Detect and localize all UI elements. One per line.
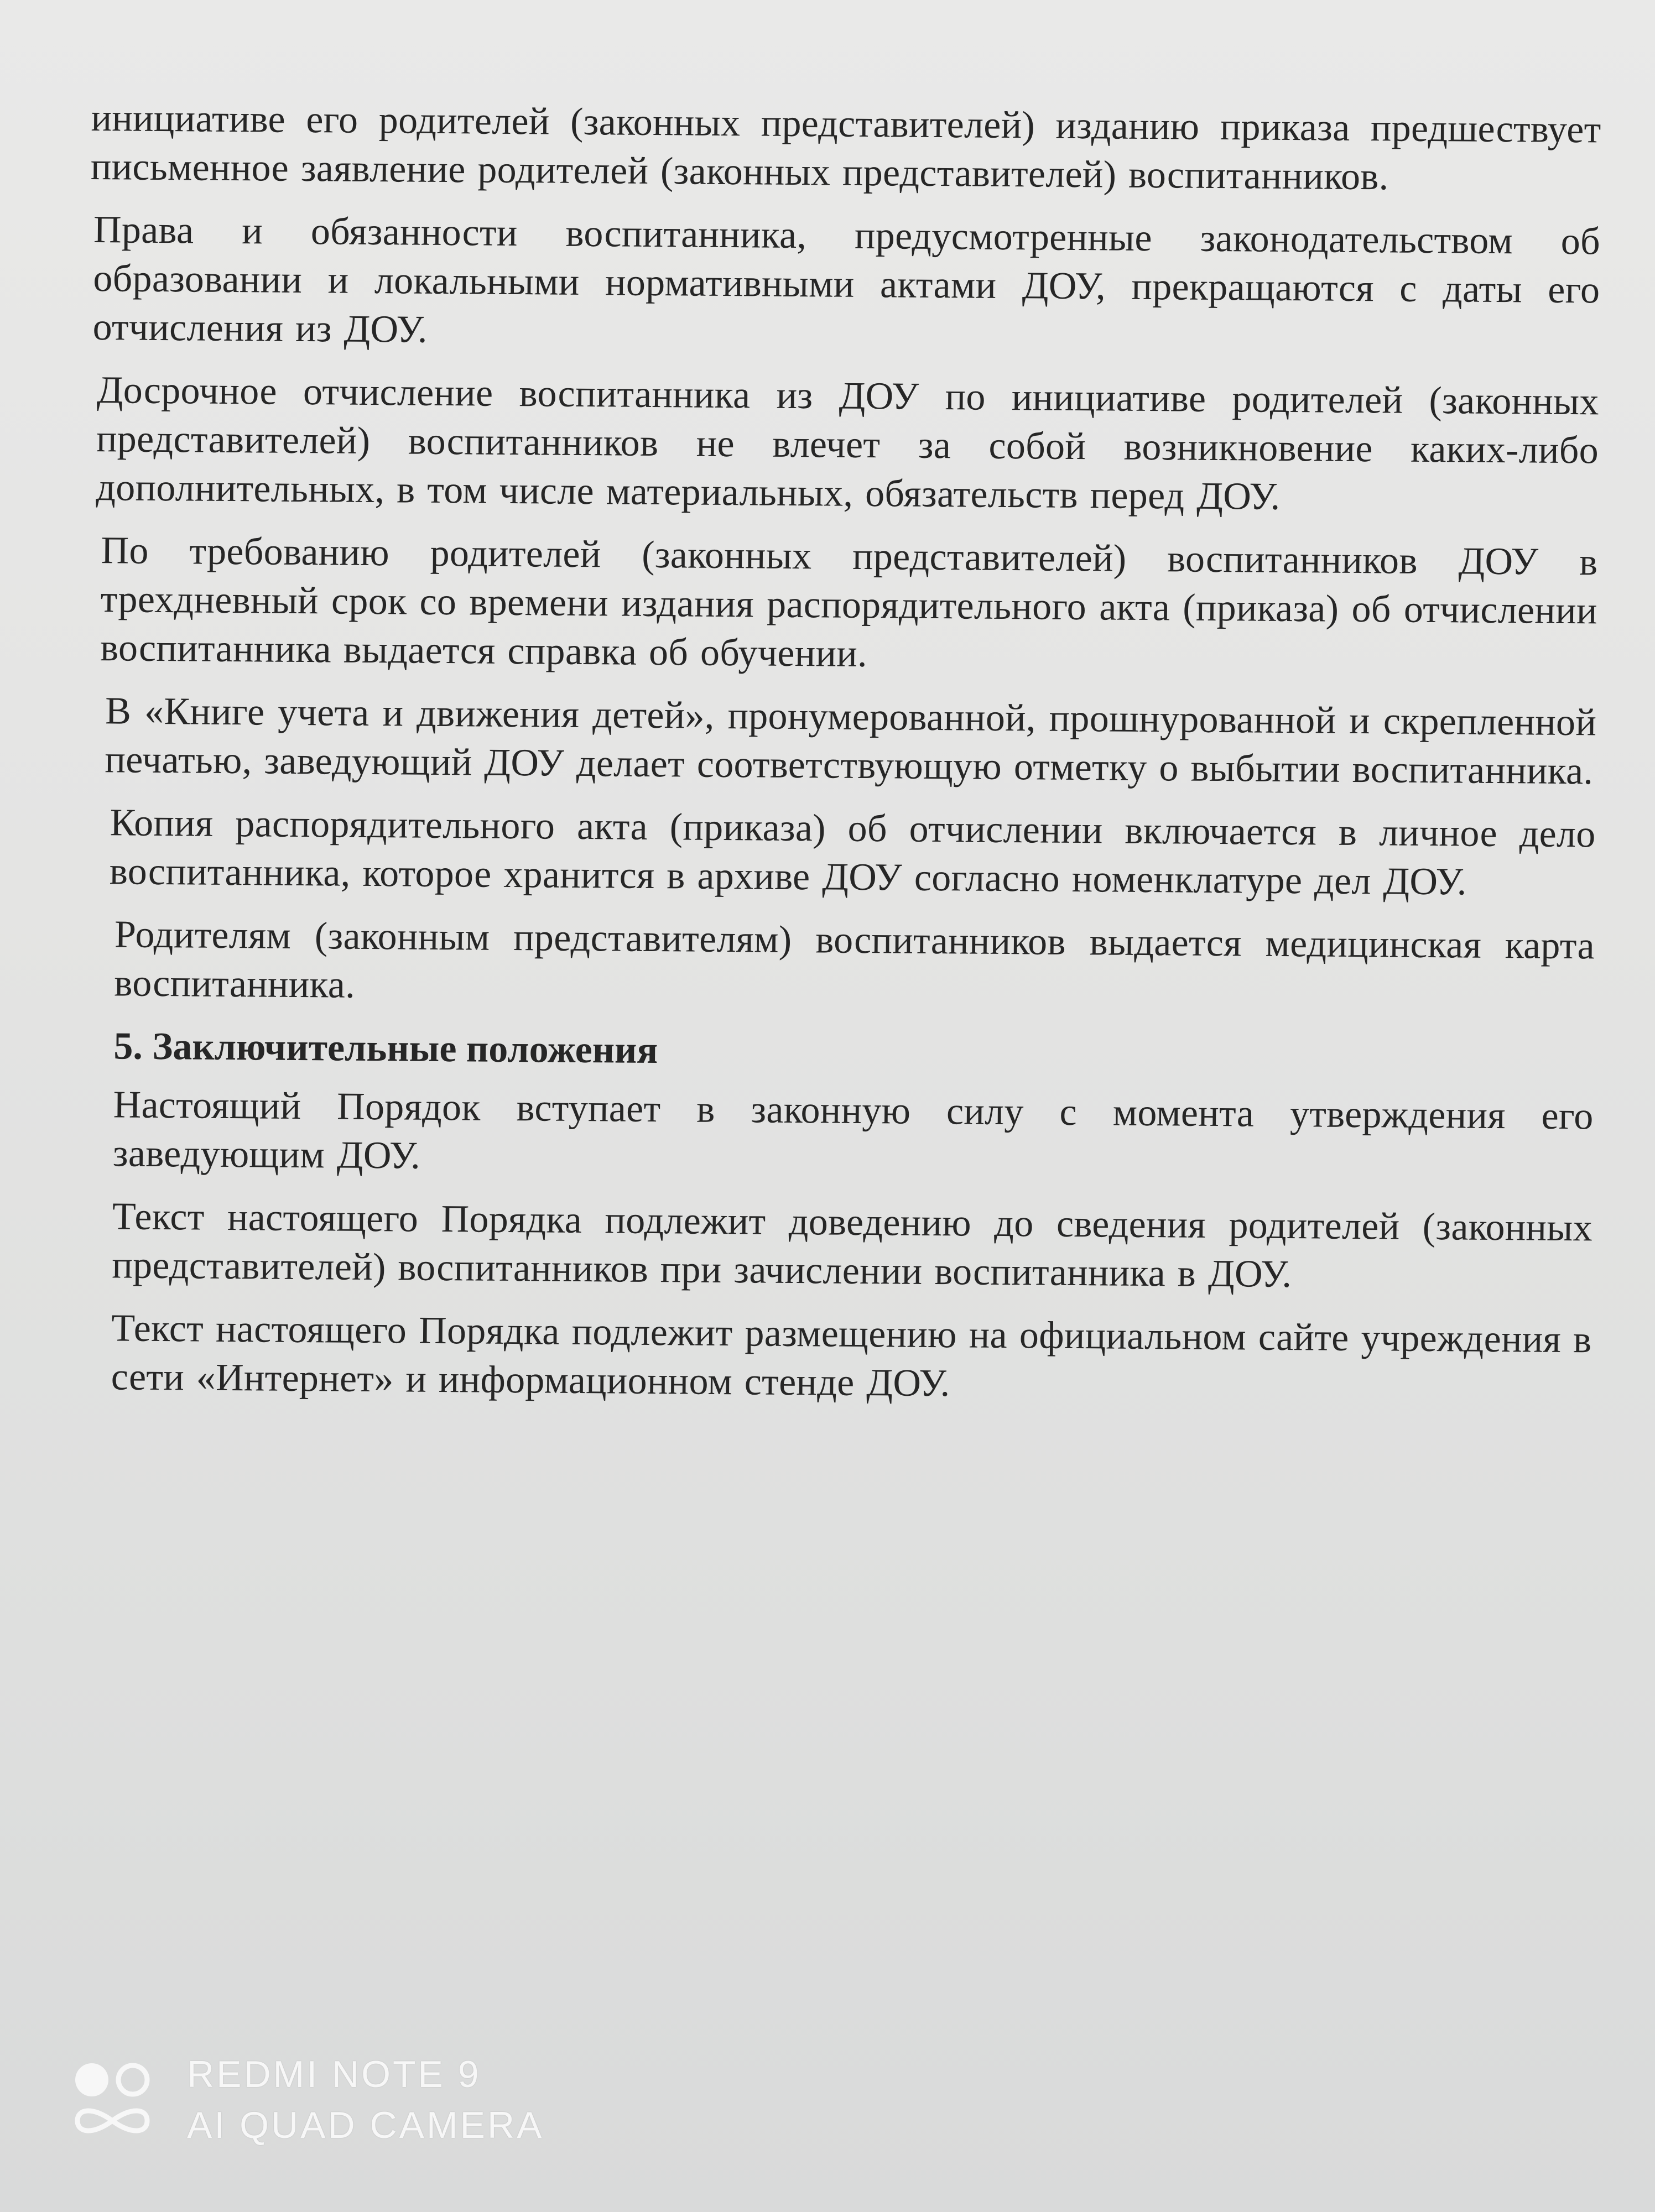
paragraph-4: По требованию родителей (законных представителей) воспитанников ДОУ в трехдневный срок со времени издания распорядительного акта (приказа) об отчислении воспитанника выдается справка об обучении. [100, 529, 1598, 676]
watermark-camera: AI QUAD CAMERA [187, 2104, 544, 2146]
final-paragraph-3: Текст настоящего Порядка подлежит размещению на официальном сайте учреждения в сети «Интернет» и информационном стенде ДОУ. [111, 1307, 1592, 1405]
paragraph-7: Родителям (законным представителям) воспитанников выдается медицинская карта воспитанника. [114, 913, 1595, 1006]
document-body [81, 94, 1601, 1427]
paragraph-2: Права и обязанности воспитанника, предусмотренные законодательством об образовании и локальными нормативными актами ДОУ, прекращаются с даты его отчисления из ДОУ. [92, 208, 1601, 351]
watermark-text [187, 2049, 544, 2151]
camera-watermark [71, 2049, 544, 2151]
final-paragraph-1: Настоящий Порядок вступает в законную силу с момента утверждения его заведующим ДОУ. [112, 1083, 1594, 1177]
section-heading: 5. Заключительные положения [113, 1025, 658, 1072]
paragraph-6: Копия распорядительного акта (приказа) об отчислении включается в личное дело воспитанника, которое хранится в архиве ДОУ согласно номенклатуре дел ДОУ. [109, 801, 1596, 904]
paragraph-5: В «Книге учета и движения детей», пронумерованной, прошнурованной и скрепленной печатью, заведующий ДОУ делает соответствующую отметку о выбытии воспитанника. [105, 690, 1597, 793]
paragraph-3: Досрочное отчисление воспитанника из ДОУ по инициативе родителей (законных представителей) воспитанников не влечет за собой возникновение каких-либо дополнительных, в том числе материальных, обязательств перед ДОУ. [96, 369, 1600, 518]
final-paragraph-2: Текст настоящего Порядка подлежит доведению до сведения родителей (законных представителей) воспитанников при зачислении воспитанника в ДОУ. [112, 1195, 1593, 1296]
camera-dots-infinity-icon [71, 2056, 154, 2144]
paragraph-1: инициативе его родителей (законных представителей) изданию приказа предшествует письменное заявление родителей (законных представителей) воспитанников. [90, 96, 1601, 199]
watermark-model: REDMI NOTE 9 [187, 2053, 481, 2095]
